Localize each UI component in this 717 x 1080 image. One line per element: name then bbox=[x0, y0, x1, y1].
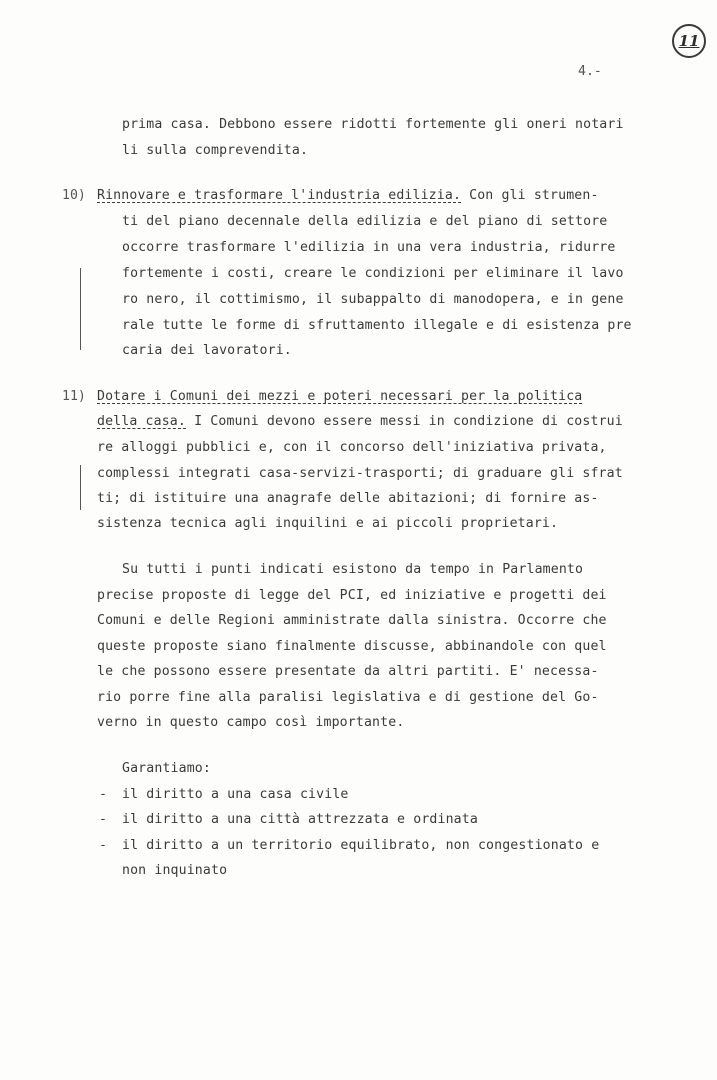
margin-mark bbox=[80, 465, 81, 510]
page-stamp: 11 bbox=[672, 24, 706, 58]
text-line: fortemente i costi, creare le condizioni per eliminare il lavo bbox=[122, 266, 624, 281]
text-line: ti del piano decennale della edilizia e del piano di settore bbox=[122, 214, 608, 229]
text-line bbox=[97, 414, 623, 430]
item-heading-text: Dotare i Comuni dei mezzi e poteri necessari per la politica bbox=[97, 389, 583, 404]
list-bullet: - bbox=[99, 787, 107, 802]
item-number-11: 11) bbox=[62, 389, 86, 404]
text-line: occorre trasformare l'edilizia in una vera industria, ridurre bbox=[122, 240, 616, 255]
text-line: le che possono essere presentate da altri partiti. E' necessa- bbox=[97, 664, 599, 679]
text-line: re alloggi pubblici e, con il concorso dell'iniziativa privata, bbox=[97, 440, 607, 455]
list-bullet: - bbox=[99, 838, 107, 853]
list-heading: Garantiamo: bbox=[122, 761, 211, 776]
page-number: 4.- bbox=[578, 64, 602, 79]
list-bullet: - bbox=[99, 812, 107, 827]
list-item: il diritto a un territorio equilibrato, non congestionato e bbox=[122, 838, 600, 853]
text-line: sistenza tecnica agli inquilini e ai piccoli proprietari. bbox=[97, 516, 559, 531]
list-item-continuation: non inquinato bbox=[122, 863, 228, 878]
text-line: Su tutti i punti indicati esistono da tempo in Parlamento bbox=[122, 562, 584, 577]
list-item: il diritto a una casa civile bbox=[122, 787, 349, 802]
text-line: rale tutte le forme di sfruttamento illegale e di esistenza pre bbox=[122, 318, 632, 333]
item-heading-11 bbox=[97, 389, 582, 405]
text-line: rio porre fine alla paralisi legislativa e di gestione del Go- bbox=[97, 690, 599, 705]
text-line: li sulla comprevendita. bbox=[122, 143, 309, 158]
text-line: prima casa. Debbono essere ridotti fortemente gli oneri notari bbox=[122, 117, 624, 132]
text-line: verno in questo campo così importante. bbox=[97, 715, 405, 730]
text-line: caria dei lavoratori. bbox=[122, 343, 292, 358]
margin-mark bbox=[80, 268, 81, 350]
text-line: complessi integrati casa-servizi-trasporti; di graduare gli sfrat bbox=[97, 466, 623, 481]
text-line: queste proposte siano finalmente discusse, abbinandole con quel bbox=[97, 639, 607, 654]
item-number-10: 10) bbox=[62, 188, 86, 203]
text-line: ti; di istituire una anagrafe delle abitazioni; di fornire as- bbox=[97, 491, 599, 506]
text-line: precise proposte di legge del PCI, ed iniziative e progetti dei bbox=[97, 588, 607, 603]
item-heading-10 bbox=[97, 188, 599, 204]
item-heading-text: della casa. bbox=[97, 414, 186, 429]
list-item: il diritto a una città attrezzata e ordinata bbox=[122, 812, 478, 827]
text-line: ro nero, il cottimismo, il subappalto di manodopera, e in gene bbox=[122, 292, 624, 307]
text-line: Comuni e delle Regioni amministrate dalla sinistra. Occorre che bbox=[97, 613, 607, 628]
text-fragment: I Comuni devono essere messi in condizione di costrui bbox=[186, 414, 623, 429]
item-heading-text: Rinnovare e trasformare l'industria edilizia. bbox=[97, 188, 462, 203]
text-fragment: Con gli strumen- bbox=[461, 188, 599, 203]
